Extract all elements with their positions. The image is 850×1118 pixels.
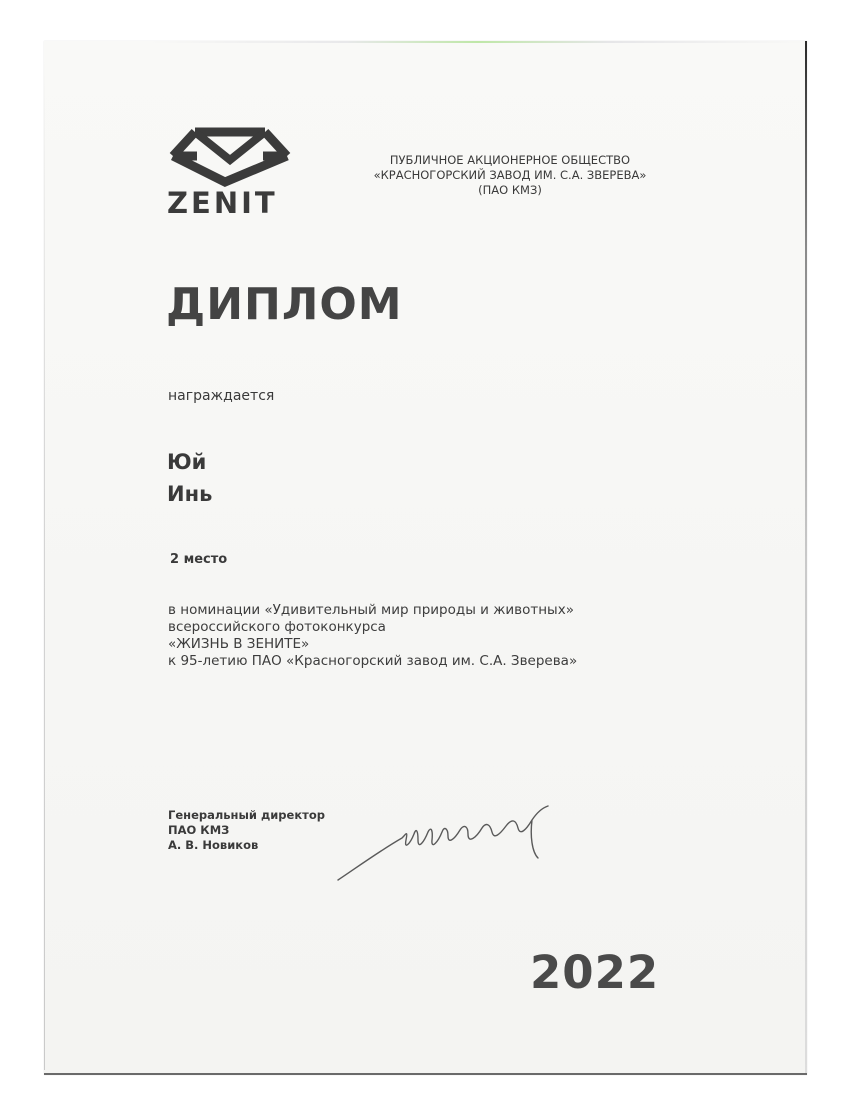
signatory-name: А. В. Новиков xyxy=(168,838,259,852)
nomination-line-3: «ЖИЗНЬ В ЗЕНИТЕ» xyxy=(168,636,310,652)
organization-header xyxy=(330,153,690,198)
nomination-line-2: всероссийского фотоконкурса xyxy=(168,619,386,635)
diploma-title: ДИПЛОМ xyxy=(166,279,403,330)
handwritten-signature xyxy=(336,800,566,885)
nomination-line-4: к 95-летию ПАО «Красногорский завод им. С.А. Зверева» xyxy=(168,653,578,669)
zenit-wordmark: ZENIT xyxy=(167,186,278,220)
award-place: 2 место xyxy=(170,552,228,567)
nomination-line-1: в номинации «Удивительный мир природы и животных» xyxy=(168,602,574,618)
signatory-block xyxy=(168,808,325,853)
nomination-text xyxy=(168,602,577,670)
paper-edge-top xyxy=(150,41,805,43)
paper-edge-right xyxy=(805,41,807,1075)
organization-line-3: (ПАО КМЗ) xyxy=(478,183,542,197)
recipient-name-line-2: Инь xyxy=(167,482,213,506)
diploma-year: 2022 xyxy=(530,946,660,999)
paper-edge-left xyxy=(44,60,45,1070)
recipient-name-line-1: Юй xyxy=(167,450,207,474)
signatory-position-line-2: ПАО КМЗ xyxy=(168,823,230,837)
awarded-label: награждается xyxy=(168,388,275,404)
signatory-position-line-1: Генеральный директор xyxy=(168,808,325,822)
organization-line-1: ПУБЛИЧНОЕ АКЦИОНЕРНОЕ ОБЩЕСТВО xyxy=(389,153,631,167)
recipient-name xyxy=(167,446,212,510)
organization-line-2: «КРАСНОГОРСКИЙ ЗАВОД ИМ. С.А. ЗВЕРЕВА» xyxy=(373,168,647,182)
paper-edge-bottom xyxy=(44,1073,807,1075)
